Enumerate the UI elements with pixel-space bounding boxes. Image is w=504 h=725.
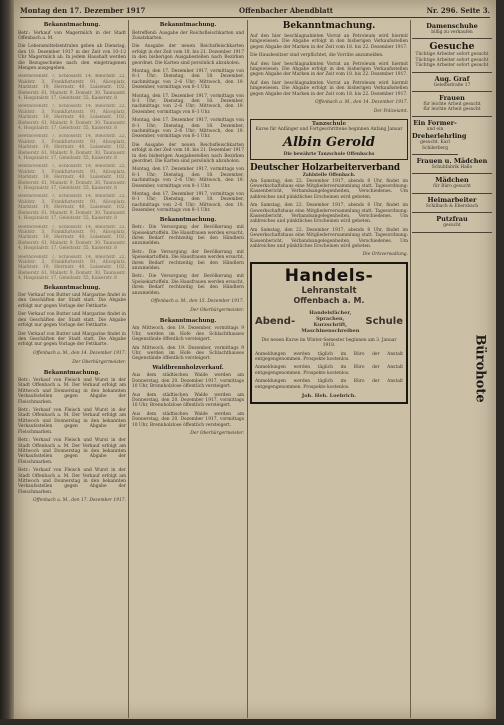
notice-text: Betr.: Verkauf von Fleisch und Wurst in der Stadt Offenbach a. M. Der Verkauf erfolgt am Mittwoch und Donnerstag in den bekannten Verkaufsstellen gegen Abgabe der Fleischmarken. [18,378,126,405]
union-text: Am Samstag, den 22. Dezember 1917, abends 8 Uhr, findet im Gewerkschaftshaus eine Mitgliederversammlung statt. Tagesordnung: Kassenbericht, Verbandsangelegenheiten, Verschiedenes. Um zahlreiches und pünktliches Erscheinen wird gebeten. [250,227,408,249]
notice-date: Offenbach a. M., den 14. Dezember 1917. [32,350,126,356]
notice-signature: Der Oberbürgermeister. [190,308,244,314]
notice-text: Die Hausbesitzer sind verpflichtet, die Vorräte anzumelden. [250,53,384,59]
notice-signature: Der Oberbürgermeister. [72,360,126,366]
commerce-school-text: Die neuen Kurse im Winter-Semester beginnen am 3. Januar 1918. [261,337,397,349]
column-rule [410,20,411,718]
vertical-ad [466,318,494,418]
shop-list: Beethovenstr. 7, Schlossstr. 14, Bleichstr. 22, Waldstr. 3, Frankfurterstr. 91, Aliceplatz, Marktstr. 19, Herrnstr. 40, Luisenstr. 102, Bieberstr. 61, Mainstr. 9, Domstr. 30, Taunusstr. 4, Hospitalstr. 17, Geleitsstr. 55, Kaiserstr. 8 [18,74,126,101]
ad-text: Geleitsstraße 17 [433,82,471,88]
school-label: Schule [365,316,403,328]
ad-text: Tüchtige Arbeiter sofort gesucht [415,52,489,58]
ad-title: Frauen [439,94,465,103]
ad-text: Schilbach & Ebersbach [425,203,479,209]
commerce-school-subtitle: Lehranstalt [301,285,357,296]
page-edge [496,0,504,725]
notice-text: Die Ausgabe der neuen Reichsfleischkarten erfolgt in der Zeit vom 18. bis 21. Dezember 1917 in den bisherigen Ausgabestellen nach Bezirken geordnet. Die Karten sind persönlich abzuholen. [132,142,244,165]
ad-women [412,92,492,117]
union-signature: Die Ortsverwaltung. [362,252,408,258]
newspaper-page [14,0,496,721]
notice-text: Montag, den 17. Dezember 1917, vormittags von 8–1 Uhr; Dienstag, den 18. Dezember, nachmittags von 2–6 Uhr; Mittwoch, den 19. Dezember, vormittags von 8–1 Uhr. [132,192,244,214]
shop-list: Beethovenstr. 7, Schlossstr. 14, Bleichstr. 22, Waldstr. 3, Frankfurterstr. 91, Aliceplatz, Marktstr. 19, Herrnstr. 40, Luisenstr. 102, Bieberstr. 61, Mainstr. 9, Domstr. 30, Taunusstr. 4, Hospitalstr. 17, Geleitsstr. 55, Kaiserstr. 8 [18,224,126,252]
ad-text: für leichte Arbeit gesucht [423,102,481,108]
ad-text: Schuhfabrik Hallo [431,165,473,171]
notice-date: Offenbach a. M., den 15. Dezember 1917. [150,299,244,305]
notice-date: Offenbach a. M., den 14. Dezember 1917. [314,100,408,106]
column-2 [132,20,244,718]
book-spine [0,0,14,725]
column-rule [247,20,248,718]
ad-text: Tüchtige Arbeiter sofort gesucht [415,63,489,69]
ad-shoes [412,20,492,39]
notice-subject: Betr.: Verkauf von Magermilch in der Stadt Offenbach a. M. [18,30,126,41]
union-heading: Deutscher Holzarbeiterverband [250,163,400,174]
notice-text: Montag, den 17. Dezember 1917, vormittags von 8–1 Uhr; Dienstag, den 18. Dezember, nachmittags von 2–6 Uhr; Mittwoch, den 19. Dezember, vormittags von 8–1 Uhr. [132,118,244,140]
column-1 [18,20,126,718]
ad-text: für Büro gesucht [433,184,471,190]
notice-text: Aus dem städtischen Walde werden am Donnerstag, den 20. Dezember 1917, vormittags 10 Uhr, Brennholzlose öffentlich versteigert. [132,411,244,428]
vertical-ad-text: Bürohote [472,333,488,403]
ad-title: Aug. Graf [434,74,470,83]
commerce-school-signature: Joh. Heh. Loebrich. [301,393,357,400]
notice-heading: Waldbrennholzverkauf. [152,364,224,371]
union-text: Am Samstag, den 22. Dezember 1917, abends 8 Uhr, findet im Gewerkschaftshaus eine Mitgliederversammlung statt. Tagesordnung: Kassenbericht, Verbandsangelegenheiten, Verschiedenes. Um zahlreiches und pünktliches Erscheinen wird gebeten. [250,203,408,225]
ad-wanted [412,39,492,72]
ad-homeworkers [412,194,492,213]
notice-text: Der Verkauf von Butter und Margarine findet in den Geschäften der Stadt statt. Die Abgabe erfolgt nur gegen Vorlage der Fettkarte. [18,312,126,329]
dance-school-sub: Die bewährte Tanzschule Offenbachs [283,151,375,157]
ad-title: Gesuche [429,41,475,53]
commerce-school-text: Anmeldungen werden täglich im Büro der Anstalt entgegengenommen. Prospekte kostenlos. [255,379,403,390]
ad-text: und ein [426,126,444,132]
union-subheading: Zahlstelle Offenbach. [302,173,356,179]
ad-title: Mädchen [435,176,469,185]
commerce-school-ad [250,262,408,405]
notice-heading: Bekanntmachung. [282,21,376,31]
ad-text: gesucht [443,223,461,229]
notice-heading: Bekanntmachung. [43,22,101,28]
ad-text: gesucht. Karl Schilerberg [420,140,450,151]
column-3 [250,20,408,718]
notice-text: Betr.: Verkauf von Fleisch und Wurst in der Stadt Offenbach a. M. Der Verkauf erfolgt am Mittwoch und Donnerstag in den bekannten Verkaufsstellen gegen Abgabe der Fleischmarken. [18,438,126,465]
shop-list: Beethovenstr. 7, Schlossstr. 14, Bleichstr. 22, Waldstr. 3, Frankfurterstr. 91, Aliceplatz, Marktstr. 19, Herrnstr. 40, Luisenstr. 102, Bieberstr. 61, Mainstr. 9, Domstr. 30, Taunusstr. 4, Hospitalstr. 17, Geleitsstr. 55, Kaiserstr. 8 [18,194,126,222]
notice-heading: Bekanntmachung. [159,22,217,28]
notice-heading: Bekanntmachung. [159,216,217,223]
notice-heading: Bekanntmachung. [159,317,217,324]
ad-title: Heimarbeiter [427,195,477,204]
notice-text: Am Mittwoch, den 19. Dezember, vormittags 9 Uhr, werden im Hofe des Schlachthauses Gegenstände öffentlich versteigert. [132,326,244,343]
shop-list: Beethovenstr. 7, Schlossstr. 14, Bleichstr. 22, Waldstr. 3, Frankfurterstr. 91, Aliceplatz, Marktstr. 19, Herrnstr. 40, Luisenstr. 102, Bieberstr. 61, Mainstr. 9, Domstr. 30, Taunusstr. 4, Hospitalstr. 17, Geleitsstr. 55, Kaiserstr. 8 [18,254,126,282]
ad-title: Damenschuhe [426,22,478,30]
notice-text: Auf den hier beschlagnahmten Vorrat an Petroleum wird hiermit hingewiesen. Die Abgabe erfolgt in den bisherigen Verkaufsstellen gegen Abgabe der Marken in der Zeit vom 18. bis 22. Dezember 1917. [250,61,408,78]
dance-school-name: Albin Gerold [283,134,375,150]
ad-shoe-factory [412,155,492,174]
notice-text: Die Lebensmittelzentralen geben ab Dienstag, den 18. Dezember 1917 in der Zeit von 10–12 Uhr Magermilch ab. In jedem Haushalt werden die Bezugsscheine nach den eingetragenen Mengen ausgegeben. [18,44,126,71]
shop-list: Beethovenstr. 7, Schlossstr. 14, Bleichstr. 22, Waldstr. 3, Frankfurterstr. 91, Aliceplatz, Marktstr. 19, Herrnstr. 40, Luisenstr. 102, Bieberstr. 61, Mainstr. 9, Domstr. 30, Taunusstr. 4, Hospitalstr. 17, Geleitsstr. 55, Kaiserstr. 8 [18,104,126,131]
header-paper: Offenbacher Abendblatt [238,6,334,15]
notice-text: Montag, den 17. Dezember 1917, vormittags von 8–1 Uhr; Dienstag, den 18. Dezember, nachmittags von 2–6 Uhr; Mittwoch, den 19. Dezember, vormittags von 8–1 Uhr. [132,68,244,91]
header-number: Nr. 296. Seite 3. [426,6,490,15]
ad-title: Ein Former- [413,118,457,127]
dance-school-text: Kurse für Anfänger und Fortgeschrittene beginnen Anfang Januar [255,127,403,133]
ad-title: Dreherlehrling [412,132,467,141]
notice-text: Auf den hier beschlagnahmten Vorrat an Petroleum wird hiermit hingewiesen. Die Abgabe erfolgt in den bisherigen Verkaufsstellen gegen Abgabe der Marken in der Zeit vom 18. bis 22. Dezember 1917. [250,80,408,97]
ad-cleaner [412,213,492,232]
commerce-school-text: Anmeldungen werden täglich im Büro der Anstalt entgegengenommen. Prospekte kostenlos. [255,365,403,376]
notice-text: Betr.: Die Versorgung der Bevölkerung mit Speisekartoffeln. Die Hausfrauen werden ersucht, ihren Bedarf rechtzeitig bei den Händlern anzumelden. [132,225,244,247]
dance-school-label: Tanzschule [311,120,347,127]
notice-text: Betr.: Die Versorgung der Bevölkerung mit Speisekartoffeln. Die Hausfrauen werden ersucht, ihren Bedarf rechtzeitig bei den Händlern anzumelden. [132,274,244,296]
page-bottom-edge [0,719,504,725]
page-header [20,4,490,18]
notice-heading: Bekanntmachung. [43,284,101,291]
ad-text: Tüchtige Arbeiter sofort gesucht [415,57,489,63]
notice-text: Am Mittwoch, den 19. Dezember, vormittags 9 Uhr, werden im Hofe des Schlachthauses Gegenstände öffentlich versteigert. [132,345,244,362]
notice-text: Betr.: Verkauf von Fleisch und Wurst in der Stadt Offenbach a. M. Der Verkauf erfolgt am Mittwoch und Donnerstag in den bekannten Verkaufsstellen gegen Abgabe der Fleischmarken. [18,468,126,495]
notice-text: Betr.: Verkauf von Fleisch und Wurst in der Stadt Offenbach a. M. Der Verkauf erfolgt am Mittwoch und Donnerstag in den bekannten Verkaufsstellen gegen Abgabe der Fleischmarken. [18,408,126,435]
notice-subject: Betreffend: Ausgabe der Reichsfleischkarten und Zusatzkarten. [132,30,244,41]
ad-text: für leichte Arbeit gesucht [423,107,481,113]
commerce-school-text: Anmeldungen werden täglich im Büro der Anstalt entgegengenommen. Prospekte kostenlos. [255,351,403,362]
ad-title: Putzfrau [436,215,468,224]
header-date: Montag den 17. Dezember 1917 [20,6,146,15]
commerce-school-city: Offenbach a. M. [293,295,365,305]
commerce-school-title: Handels- [284,265,374,286]
shop-list: Beethovenstr. 7, Schlossstr. 14, Bleichstr. 22, Waldstr. 3, Frankfurterstr. 91, Aliceplatz, Marktstr. 19, Herrnstr. 40, Luisenstr. 102, Bieberstr. 61, Mainstr. 9, Domstr. 30, Taunusstr. 4, Hospitalstr. 17, Geleitsstr. 55, Kaiserstr. 8 [18,134,126,162]
column-rule [128,20,129,718]
notice-signature: Der Polizeiamt. [373,109,408,115]
subjects-text: Handelsfächer, Sprachen, Kurzschrift, Maschinenschreiben [301,309,360,334]
ad-title: Frauen u. Mädchen [416,157,488,166]
evening-school-row [255,310,403,334]
ad-text: billig zu verkaufen [431,30,473,35]
notice-text: Die Ausgabe der neuen Reichsfleischkarten erfolgt in der Zeit vom 18. bis 21. Dezember 1917 in den bisherigen Ausgabestellen nach Bezirken geordnet. Die Karten sind persönlich abzuholen. [132,44,244,66]
notice-text: Aus dem städtischen Walde werden am Donnerstag, den 20. Dezember 1917, vormittags 10 Uhr, Brennholzlose öffentlich versteigert. [132,392,244,409]
notice-signature: Der Oberbürgermeister. [190,430,244,436]
shop-list: Beethovenstr. 7, Schlossstr. 14, Bleichstr. 22, Waldstr. 3, Frankfurterstr. 91, Aliceplatz, Marktstr. 19, Herrnstr. 40, Luisenstr. 102, Bieberstr. 61, Mainstr. 9, Domstr. 30, Taunusstr. 4, Hospitalstr. 17, Geleitsstr. 55, Kaiserstr. 8 [18,164,126,192]
notice-heading: Bekanntmachung. [43,369,101,376]
union-text: Am Samstag, den 22. Dezember 1917, abends 8 Uhr, findet im Gewerkschaftshaus eine Mitgliederversammlung statt. Tagesordnung: Kassenbericht, Verbandsangelegenheiten, Verschiedenes. Um zahlreiches und pünktliches Erscheinen wird gebeten. [250,178,408,200]
notice-text: Der Verkauf von Butter und Margarine findet in den Geschäften der Stadt statt. Die Abgabe erfolgt nur gegen Vorlage der Fettkarte. [18,331,126,348]
ad-graf [412,73,492,92]
ad-girls [412,174,492,193]
notice-text: Betr.: Die Versorgung der Bevölkerung mit Speisekartoffeln. Die Hausfrauen werden ersucht, ihren Bedarf rechtzeitig bei den Händlern anzumelden. [132,249,244,272]
dance-school-ad [250,119,408,160]
notice-text: Der Verkauf von Butter und Margarine findet in den Geschäften der Stadt statt. Die Abgabe erfolgt nur gegen Vorlage der Fettkarte. [18,293,126,309]
notice-text: Auf den hier beschlagnahmten Vorrat an Petroleum wird hiermit hingewiesen. Die Abgabe erfolgt in den bisherigen Verkaufsstellen gegen Abgabe der Marken in der Zeit vom 18. bis 22. Dezember 1917. [250,34,408,50]
notice-text: Aus dem städtischen Walde werden am Donnerstag, den 20. Dezember 1917, vormittags 10 Uhr, Brennholzlose öffentlich versteigert. [132,373,244,390]
notice-text: Montag, den 17. Dezember 1917, vormittags von 8–1 Uhr; Dienstag, den 18. Dezember, nachmittags von 2–6 Uhr; Mittwoch, den 19. Dezember, vormittags von 8–1 Uhr. [132,93,244,115]
notice-text: Montag, den 17. Dezember 1917, vormittags von 8–1 Uhr; Dienstag, den 18. Dezember, nachmittags von 2–6 Uhr; Mittwoch, den 19. Dezember, vormittags von 8–1 Uhr. [132,167,244,189]
ad-apprentice [412,117,467,155]
evening-label: Abend- [255,316,296,328]
notice-date: Offenbach a. M., den 17. Dezember 1917. [32,498,126,504]
